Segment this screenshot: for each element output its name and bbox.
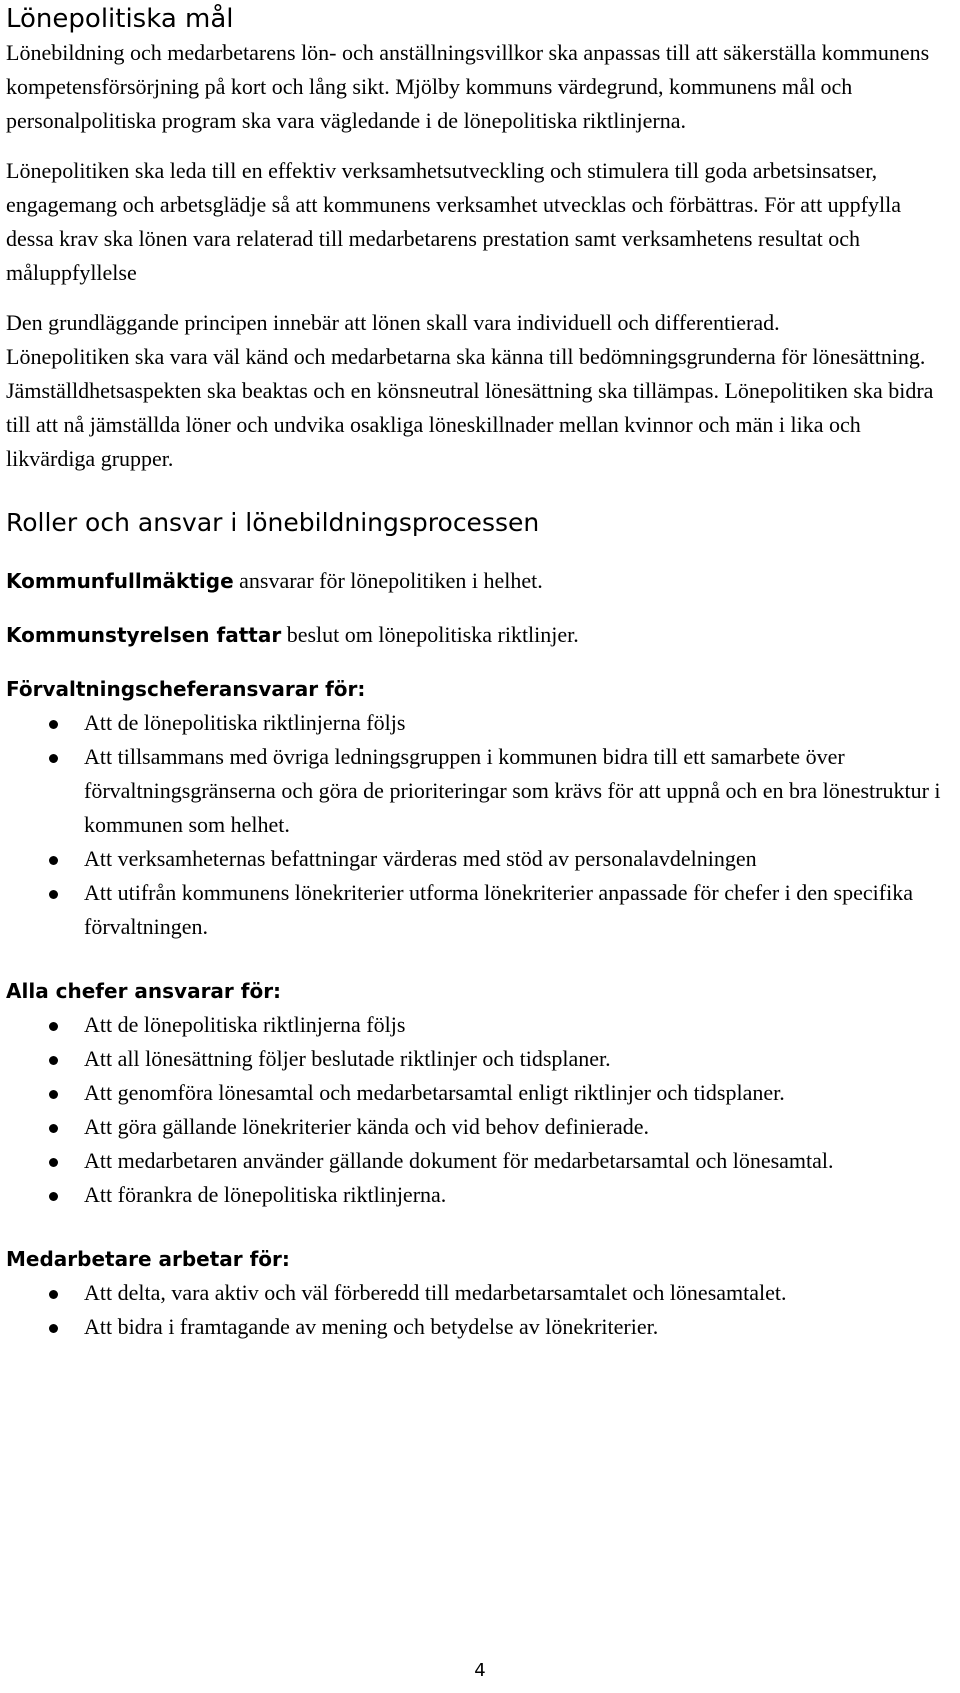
kommunstyrelsen-text: beslut om lönepolitiska riktlinjer. [281, 622, 579, 647]
list-item: Att delta, vara aktiv och väl förberedd till medarbetarsamtalet och lönesamtalet. [6, 1276, 950, 1310]
section-title-roller-ansvar: Roller och ansvar i lönebildningsprocessen [6, 508, 540, 537]
bullet-icon [49, 1192, 58, 1201]
bullet-icon [49, 1022, 58, 1031]
bullet-icon [49, 1090, 58, 1099]
bullet-icon [49, 890, 58, 899]
bullet-icon [49, 1158, 58, 1167]
alla-chefer-list [6, 1008, 950, 1212]
bullet-icon [49, 754, 58, 763]
list-item: Att verksamheternas befattningar värderas med stöd av personalavdelningen [6, 842, 950, 876]
forvaltningschefer-heading: Förvaltningscheferansvarar för: [6, 677, 366, 701]
paragraph-effektiv: Lönepolitiken ska leda till en effektiv verksamhetsutveckling och stimulera till goda arbetsinsatser, engagemang och arbetsglädje så att kommunens verksamhet utvecklas och förbättras. För att uppfylla dessa krav ska lönen vara relaterad till medarbetarens prestation samt verksamhetens resultat och måluppfyllelse [6, 158, 901, 285]
list-item: Att medarbetaren använder gällande dokument för medarbetarsamtal och lönesamtal. [6, 1144, 950, 1178]
document-page [6, 0, 950, 1344]
kommunfullmaktige-text: ansvarar för lönepolitiken i helhet. [233, 568, 543, 593]
list-item: Att bidra i framtagande av mening och betydelse av lönekriterier. [6, 1310, 950, 1344]
list-item: Att de lönepolitiska riktlinjerna följs [6, 1008, 950, 1042]
list-item: Att tillsammans med övriga ledningsgruppen i kommunen bidra till ett samarbete över förvaltningsgränserna och göra de prioriteringar som krävs för att uppnå och en bra lönestruktur i kommunen som helhet. [6, 740, 950, 842]
forvaltningschefer-list [6, 706, 950, 944]
bullet-icon [49, 720, 58, 729]
bullet-icon [49, 1290, 58, 1299]
kommunfullmaktige-line [6, 564, 950, 598]
list-item: Att förankra de lönepolitiska riktlinjerna. [6, 1178, 950, 1212]
bullet-icon [49, 1124, 58, 1133]
alla-chefer-heading: Alla chefer ansvarar för: [6, 979, 282, 1003]
medarbetare-heading: Medarbetare arbetar för: [6, 1247, 290, 1271]
kommunstyrelsen-label: Kommunstyrelsen fattar [6, 623, 282, 647]
kommunfullmaktige-label: Kommunfullmäktige [6, 569, 234, 593]
paragraph-intro: Lönebildning och medarbetarens lön- och anställningsvillkor ska anpassas till att säkerställa kommunens kompetensförsörjning på kort och lång sikt. Mjölby kommuns värdegrund, kommunens mål och personalpolitiska program ska vara vägledande i de lönepolitiska riktlinjerna. [6, 40, 930, 133]
medarbetare-list [6, 1276, 950, 1344]
bullet-icon [49, 1056, 58, 1065]
list-item: Att utifrån kommunens lönekriterier utforma lönekriterier anpassade för chefer i den specifika förvaltningen. [6, 876, 950, 944]
bullet-icon [49, 1324, 58, 1333]
list-item: Att de lönepolitiska riktlinjerna följs [6, 706, 950, 740]
kommunstyrelsen-line [6, 618, 950, 652]
list-item: Att all lönesättning följer beslutade riktlinjer och tidsplaner. [6, 1042, 950, 1076]
page-number: 4 [474, 1660, 486, 1681]
section-title-lonepolitiska-mal: Lönepolitiska mål [6, 4, 234, 34]
paragraph-kand: Lönepolitiken ska vara väl känd och medarbetarna ska känna till bedömningsgrunderna för lönesättning. Jämställdhetsaspekten ska beaktas och en könsneutral lönesättning ska tillämpas. Lönepolitiken ska bidra till att nå jämställda löner och undvika osakliga löneskillnader mellan kvinnor och män i lika och likvärdiga grupper. [6, 344, 934, 471]
paragraph-grundlaggande: Den grundläggande principen innebär att lönen skall vara individuell och differentierad. [6, 310, 780, 335]
list-item: Att genomföra lönesamtal och medarbetarsamtal enligt riktlinjer och tidsplaner. [6, 1076, 950, 1110]
list-item: Att göra gällande lönekriterier kända och vid behov definierade. [6, 1110, 950, 1144]
bullet-icon [49, 856, 58, 865]
